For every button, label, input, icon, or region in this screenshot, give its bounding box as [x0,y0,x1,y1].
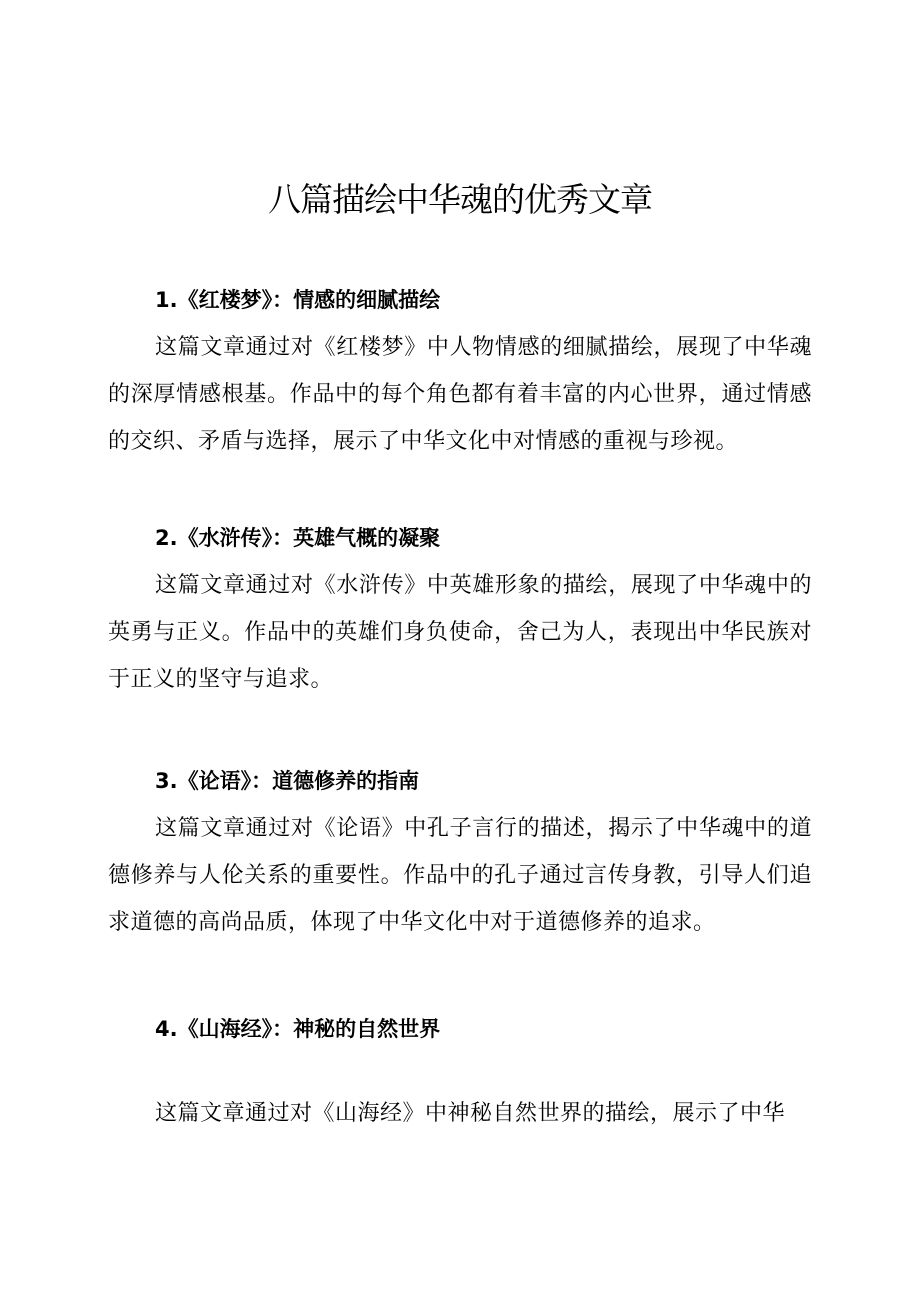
section-heading: 2.《水浒传》：英雄气概的凝聚 [155,526,441,550]
section-heading: 4.《山海经》：神秘的自然世界 [155,1017,441,1041]
section-1 [108,282,812,465]
section-4 [108,1011,812,1137]
section-paragraph: 这篇文章通过对《红楼梦》中人物情感的细腻描绘，展现了中华魂的深厚情感根基。作品中的每个角色都有着丰富的内心世界，通过情感的交织、矛盾与选择，展示了中华文化中对情感的重视与珍视。 [108,335,812,454]
document-title: 八篇描绘中华魂的优秀文章 [268,180,652,219]
section-3 [108,763,812,946]
section-paragraph: 这篇文章通过对《论语》中孔子言行的描述，揭示了中华魂中的道德修养与人伦关系的重要性。作品中的孔子通过言传身教，引导人们追求道德的高尚品质，体现了中华文化中对于道德修养的追求。 [108,816,812,935]
section-paragraph: 这篇文章通过对《山海经》中神秘自然世界的描绘，展示了中华 [155,1101,786,1126]
section-2 [108,520,812,703]
section-paragraph: 这篇文章通过对《水浒传》中英雄形象的描绘，展现了中华魂中的英勇与正义。作品中的英雄们身负使命，舍己为人，表现出中华民族对于正义的坚守与追求。 [108,573,812,692]
section-heading: 3.《论语》：道德修养的指南 [155,769,420,793]
section-heading: 1.《红楼梦》：情感的细腻描绘 [155,288,441,312]
